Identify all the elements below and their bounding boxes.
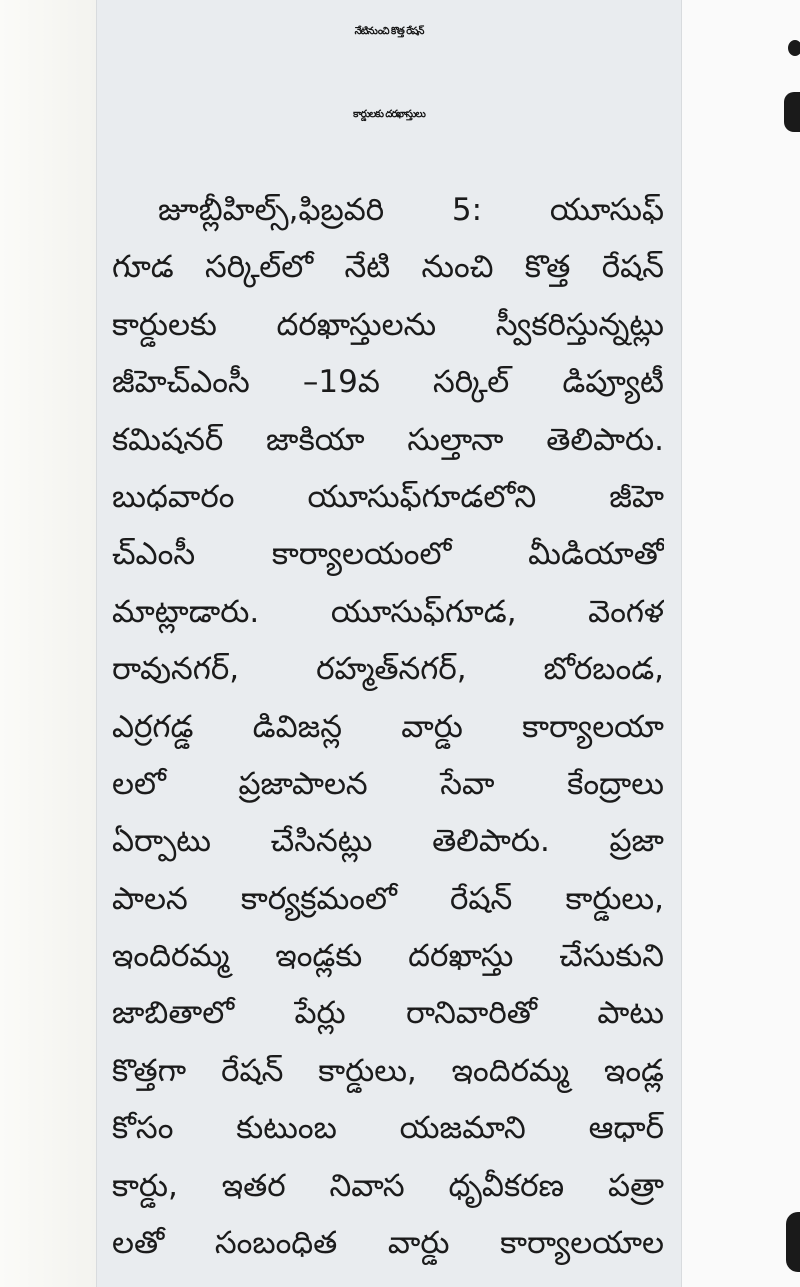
adjacent-article-glyph bbox=[786, 1212, 800, 1272]
article-line: ఇందిరమ్మ ఇండ్లకు దరఖాస్తు చేసుకుని bbox=[112, 938, 664, 975]
article-line: కార్డు, ఇతర నివాస ధృవీకరణ పత్రా bbox=[112, 1167, 664, 1204]
article-line: గూడ సర్కిల్‌లో నేటి నుంచి కొత్త రేషన్ bbox=[112, 249, 664, 286]
article-line: లతో సంబంధిత వార్డు కార్యాలయాల bbox=[112, 1225, 664, 1262]
left-page-margin bbox=[0, 0, 96, 1287]
article-line: కార్డులకు దరఖాస్తులను స్వీకరిస్తున్నట్లు bbox=[112, 306, 664, 343]
adjacent-article-glyph bbox=[788, 40, 800, 56]
article-body bbox=[112, 182, 664, 1272]
article-line: కోసం కుటుంబ యజమాని ఆధార్ bbox=[112, 1110, 664, 1147]
article-line: పాలన కార్యక్రమంలో రేషన్ కార్డులు, bbox=[112, 880, 664, 917]
adjacent-column bbox=[682, 0, 800, 1287]
article-line: జీహెచ్ఎంసీ –19వ సర్కిల్ డిప్యూటీ bbox=[112, 364, 664, 401]
adjacent-article-glyph bbox=[784, 92, 800, 132]
article-line: ఏర్పాటు చేసినట్లు తెలిపారు. ప్రజా bbox=[112, 823, 664, 860]
article-line: మాట్లాడారు. యూసుఫ్‌గూడ, వెంగళ bbox=[112, 593, 664, 630]
article-line: బుధవారం యూసుఫ్‌గూడలోని జీహె bbox=[112, 478, 664, 515]
headline-line-2: కార్డులకు దరఖాస్తులు bbox=[353, 109, 425, 120]
article-line: కమిషనర్ జాకియా సుల్తానా తెలిపారు. bbox=[112, 421, 664, 458]
article-line: రావునగర్, రహ్మత్‌నగర్, బోరబండ, bbox=[112, 651, 664, 688]
article-line: చ్ఎంసీ కార్యాలయంలో మీడియాతో bbox=[112, 536, 664, 573]
article-line: జాబితాలో పేర్లు రానివారితో పాటు bbox=[112, 995, 664, 1032]
article-line: లలో ప్రజాపాలన సేవా కేంద్రాలు bbox=[112, 765, 664, 802]
article-line: ఎర్రగడ్డ డివిజన్ల వార్డు కార్యాలయా bbox=[112, 708, 664, 745]
article-line: కొత్తగా రేషన్ కార్డులు, ఇందిరమ్మ ఇండ్ల bbox=[112, 1052, 664, 1089]
headline-line-1: నేటినుంచి కొత్త రేషన్ bbox=[354, 26, 424, 37]
article-line: జూబ్లీహిల్స్,ఫిబ్రవరి 5: యూసుఫ్ bbox=[158, 192, 664, 228]
